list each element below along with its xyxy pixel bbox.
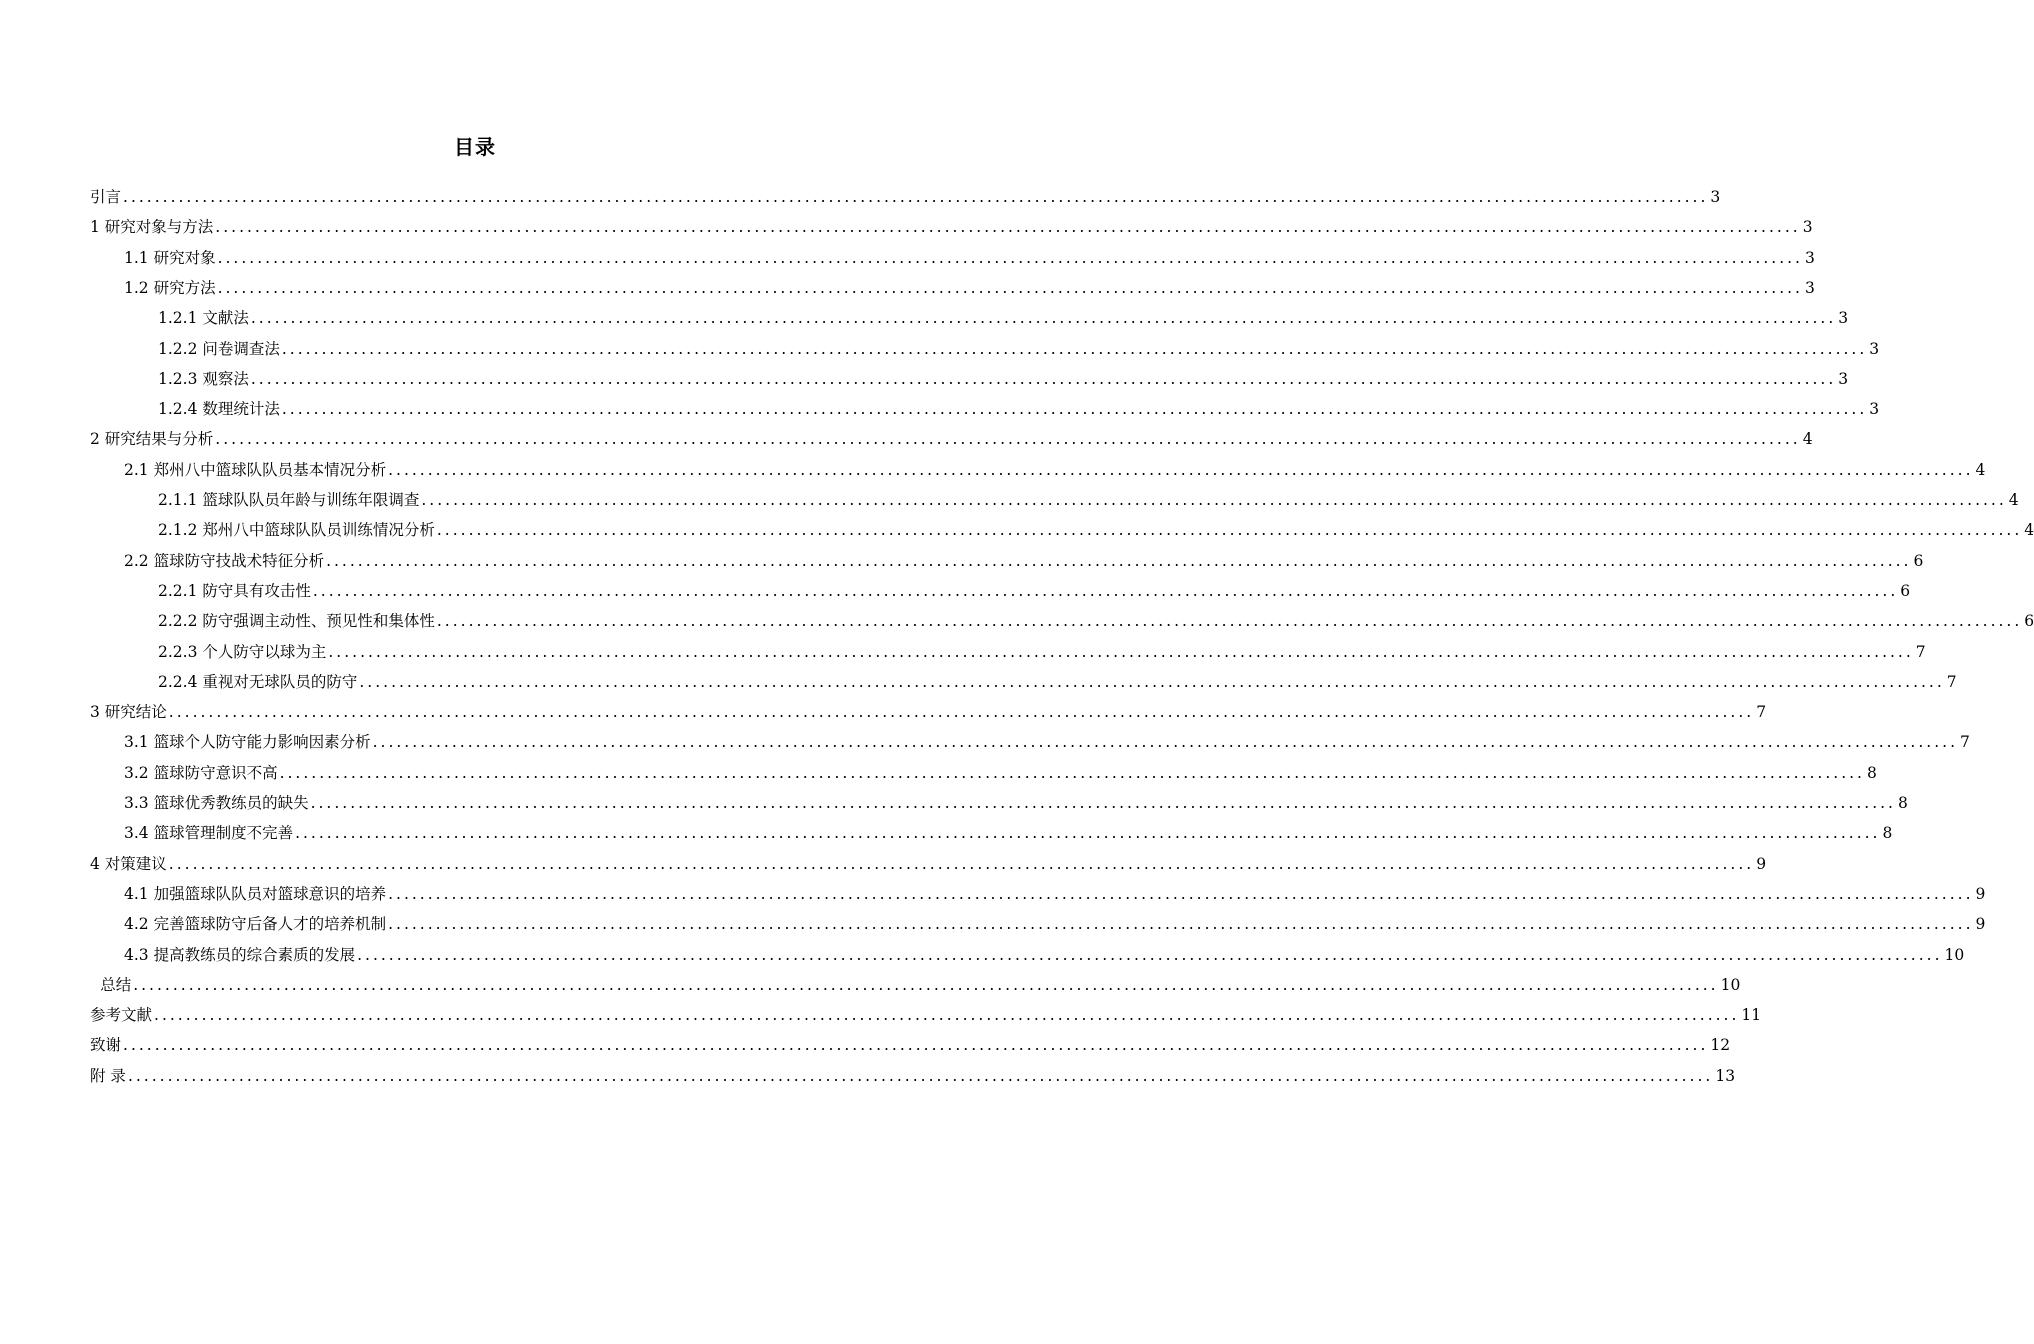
toc-entry[interactable] bbox=[158, 334, 1880, 364]
toc-entry-label: 1.1 研究对象 bbox=[124, 248, 216, 267]
toc-dot-leader: ........................................................................................................................................................................................................ bbox=[388, 884, 1974, 903]
toc-dot-leader: ........................................................................................................................................................................................................ bbox=[279, 763, 1865, 782]
toc-entry[interactable] bbox=[158, 364, 1849, 394]
page-title: 目录 bbox=[454, 135, 496, 159]
toc-entry-page-number: 10 bbox=[1720, 975, 1741, 994]
toc-dot-leader: ........................................................................................................................................................................................................ bbox=[436, 521, 2023, 540]
toc-entry-label: 2.2.1 防守具有攻击性 bbox=[158, 581, 311, 600]
toc-entry-page-number: 3 bbox=[1804, 278, 1815, 297]
toc-entry[interactable] bbox=[90, 697, 1767, 727]
toc-entry[interactable] bbox=[100, 970, 1741, 1000]
toc-entry-page-number: 10 bbox=[1944, 945, 1965, 964]
toc-entry[interactable] bbox=[90, 1030, 1731, 1060]
toc-entry[interactable] bbox=[90, 424, 1813, 454]
toc-entry-label: 3.3 篮球优秀教练员的缺失 bbox=[124, 794, 309, 812]
toc-entry-label: 2.1.2 郑州八中篮球队队员训练情况分析 bbox=[158, 521, 435, 540]
toc-entry-page-number: 9 bbox=[1975, 915, 1986, 934]
toc-entry[interactable] bbox=[158, 485, 2019, 515]
toc-dot-leader: ........................................................................................................................................................................................................ bbox=[312, 581, 1899, 600]
toc-entry-page-number: 7 bbox=[1756, 703, 1767, 722]
toc-dot-leader: ........................................................................................................................................................................................................ bbox=[359, 672, 1945, 691]
toc-entry-page-number: 7 bbox=[1915, 642, 1926, 661]
toc-entry-page-number: 6 bbox=[1900, 581, 1911, 600]
toc-entry-page-number: 4 bbox=[1975, 460, 1986, 479]
toc-entry-label: 3 研究结论 bbox=[90, 703, 167, 722]
toc-entry-page-number: 12 bbox=[1710, 1036, 1731, 1055]
toc-entry-label: 2.2.3 个人防守以球为主 bbox=[158, 642, 327, 661]
toc-dot-leader: ........................................................................................................................................................................................................ bbox=[250, 369, 1837, 388]
toc-entry-label: 致谢 bbox=[90, 1036, 122, 1055]
toc-entry-page-number: 7 bbox=[1960, 733, 1970, 752]
toc-dot-leader: ........................................................................................................................................................................................................ bbox=[250, 309, 1837, 328]
toc-dot-leader: ........................................................................................................................................................................................................ bbox=[388, 915, 1974, 934]
toc-dot-leader: ........................................................................................................................................................................................................ bbox=[281, 339, 1868, 358]
toc-entry-label: 3.4 篮球管理制度不完善 bbox=[124, 824, 294, 843]
toc-dot-leader: ........................................................................................................................................................................................................ bbox=[295, 824, 1881, 843]
toc-entry-page-number: 3 bbox=[1869, 339, 1880, 358]
toc-entry-page-number: 3 bbox=[1802, 218, 1813, 237]
toc-entry[interactable] bbox=[90, 182, 1721, 212]
toc-entry[interactable] bbox=[124, 940, 1965, 970]
toc-entry[interactable] bbox=[124, 909, 1986, 939]
toc-entry-page-number: 6 bbox=[2024, 612, 2034, 631]
toc-entry[interactable] bbox=[90, 1061, 1736, 1091]
toc-entry-page-number: 3 bbox=[1869, 400, 1880, 419]
toc-dot-leader: ........................................................................................................................................................................................................ bbox=[168, 703, 1755, 722]
toc-entry-page-number: 3 bbox=[1804, 248, 1815, 267]
toc-entry[interactable] bbox=[124, 243, 1815, 273]
toc-dot-leader: ........................................................................................................................................................................................................ bbox=[357, 945, 1943, 964]
toc-dot-leader: ........................................................................................................................................................................................................ bbox=[217, 278, 1803, 297]
toc-entry-page-number: 3 bbox=[1838, 369, 1849, 388]
toc-entry-label: 4.2 完善篮球防守后备人才的培养机制 bbox=[124, 915, 387, 934]
toc-entry[interactable] bbox=[158, 303, 1849, 333]
toc-entry[interactable] bbox=[90, 849, 1767, 879]
toc-entry[interactable] bbox=[158, 515, 2034, 545]
toc-entry-page-number: 4 bbox=[1802, 430, 1813, 449]
toc-entry[interactable] bbox=[158, 667, 1957, 697]
toc-entry-label: 2.2.2 防守强调主动性、预见性和集体性 bbox=[158, 612, 435, 631]
toc-entry[interactable] bbox=[124, 788, 1908, 818]
toc-entry-page-number: 11 bbox=[1741, 1006, 1762, 1025]
toc-dot-leader: ........................................................................................................................................................................................................ bbox=[388, 460, 1974, 479]
toc-entry-page-number: 7 bbox=[1946, 672, 1957, 691]
toc-entry-page-number: 3 bbox=[1838, 309, 1849, 328]
toc-dot-leader: ........................................................................................................................................................................................................ bbox=[123, 188, 1709, 206]
toc-entry-page-number: 4 bbox=[2024, 521, 2034, 540]
toc-entry-label: 4.1 加强篮球队队员对篮球意识的培养 bbox=[124, 884, 387, 903]
toc-dot-leader: ........................................................................................................................................................................................................ bbox=[154, 1006, 1740, 1025]
toc-dot-leader: ........................................................................................................................................................................................................ bbox=[133, 975, 1719, 994]
toc-entry-page-number: 8 bbox=[1882, 824, 1893, 843]
toc-entry[interactable] bbox=[124, 546, 1924, 576]
toc-entry-label: 4 对策建议 bbox=[90, 854, 167, 873]
toc-entry-label: 2.1 郑州八中篮球队队员基本情况分析 bbox=[124, 460, 387, 479]
toc-entry-label: 参考文献 bbox=[90, 1006, 153, 1025]
toc-entry-page-number: 3 bbox=[1710, 188, 1721, 206]
toc-dot-leader: ........................................................................................................................................................................................................ bbox=[168, 854, 1755, 873]
toc-entry-label: 1.2 研究方法 bbox=[124, 278, 216, 297]
toc-entry-label: 总结 bbox=[100, 975, 132, 994]
toc-dot-leader: ........................................................................................................................................................................................................ bbox=[421, 491, 2007, 509]
toc-dot-leader: ........................................................................................................................................................................................................ bbox=[310, 794, 1896, 812]
toc-entry-label: 1.2.3 观察法 bbox=[158, 369, 249, 388]
toc-entry[interactable] bbox=[124, 455, 1986, 485]
toc-entry-label: 1 研究对象与方法 bbox=[90, 218, 214, 237]
toc-entry[interactable] bbox=[124, 879, 1986, 909]
toc-entry-page-number: 9 bbox=[1975, 884, 1986, 903]
toc-entry[interactable] bbox=[158, 637, 1926, 667]
toc-dot-leader: ........................................................................................................................................................................................................ bbox=[215, 430, 1801, 449]
toc-entry[interactable] bbox=[124, 758, 1877, 788]
toc-entry-page-number: 13 bbox=[1715, 1066, 1736, 1085]
toc-dot-leader: ........................................................................................................................................................................................................ bbox=[372, 733, 1958, 752]
toc-entry-page-number: 8 bbox=[1866, 763, 1877, 782]
toc-entry-label: 2.1.1 篮球队队员年龄与训练年限调查 bbox=[158, 491, 420, 509]
toc-dot-leader: ........................................................................................................................................................................................................ bbox=[123, 1036, 1709, 1055]
toc-dot-leader: ........................................................................................................................................................................................................ bbox=[215, 218, 1801, 237]
toc-entry[interactable] bbox=[158, 394, 1880, 424]
toc-entry-label: 2.2 篮球防守技战术特征分析 bbox=[124, 551, 325, 570]
toc-entry-label: 2.2.4 重视对无球队员的防守 bbox=[158, 672, 358, 691]
toc-dot-leader: ........................................................................................................................................................................................................ bbox=[436, 612, 2023, 631]
toc-entry[interactable] bbox=[90, 1000, 1762, 1030]
toc-entry-label: 1.2.2 问卷调查法 bbox=[158, 339, 280, 358]
toc-dot-leader: ........................................................................................................................................................................................................ bbox=[217, 248, 1803, 267]
toc-entry-label: 4.3 提高教练员的综合素质的发展 bbox=[124, 945, 356, 964]
toc-entry[interactable] bbox=[158, 606, 2034, 636]
toc-entry-label: 1.2.4 数理统计法 bbox=[158, 400, 280, 419]
toc-entry-label: 3.2 篮球防守意识不高 bbox=[124, 763, 278, 782]
toc-dot-leader: ........................................................................................................................................................................................................ bbox=[326, 551, 1912, 570]
toc-entry[interactable] bbox=[158, 576, 1911, 606]
toc-entry[interactable] bbox=[124, 273, 1815, 303]
toc-entry-page-number: 4 bbox=[2008, 491, 2019, 509]
toc-entry-page-number: 6 bbox=[1913, 551, 1924, 570]
toc-dot-leader: ........................................................................................................................................................................................................ bbox=[328, 642, 1914, 661]
toc-entry[interactable] bbox=[124, 727, 1970, 757]
toc-entry-label: 附 录 bbox=[90, 1066, 126, 1085]
toc-entry-label: 2 研究结果与分析 bbox=[90, 430, 214, 449]
toc-entry[interactable] bbox=[124, 818, 1893, 848]
toc-entry[interactable] bbox=[90, 212, 1813, 242]
toc-entry-label: 1.2.1 文献法 bbox=[158, 309, 249, 328]
toc-entry-label: 引言 bbox=[90, 188, 122, 206]
toc-dot-leader: ........................................................................................................................................................................................................ bbox=[281, 400, 1868, 419]
toc-dot-leader: ........................................................................................................................................................................................................ bbox=[127, 1066, 1714, 1085]
toc-entry-page-number: 9 bbox=[1756, 854, 1767, 873]
toc-entry-page-number: 8 bbox=[1897, 794, 1908, 812]
toc-entry-label: 3.1 篮球个人防守能力影响因素分析 bbox=[124, 733, 371, 752]
